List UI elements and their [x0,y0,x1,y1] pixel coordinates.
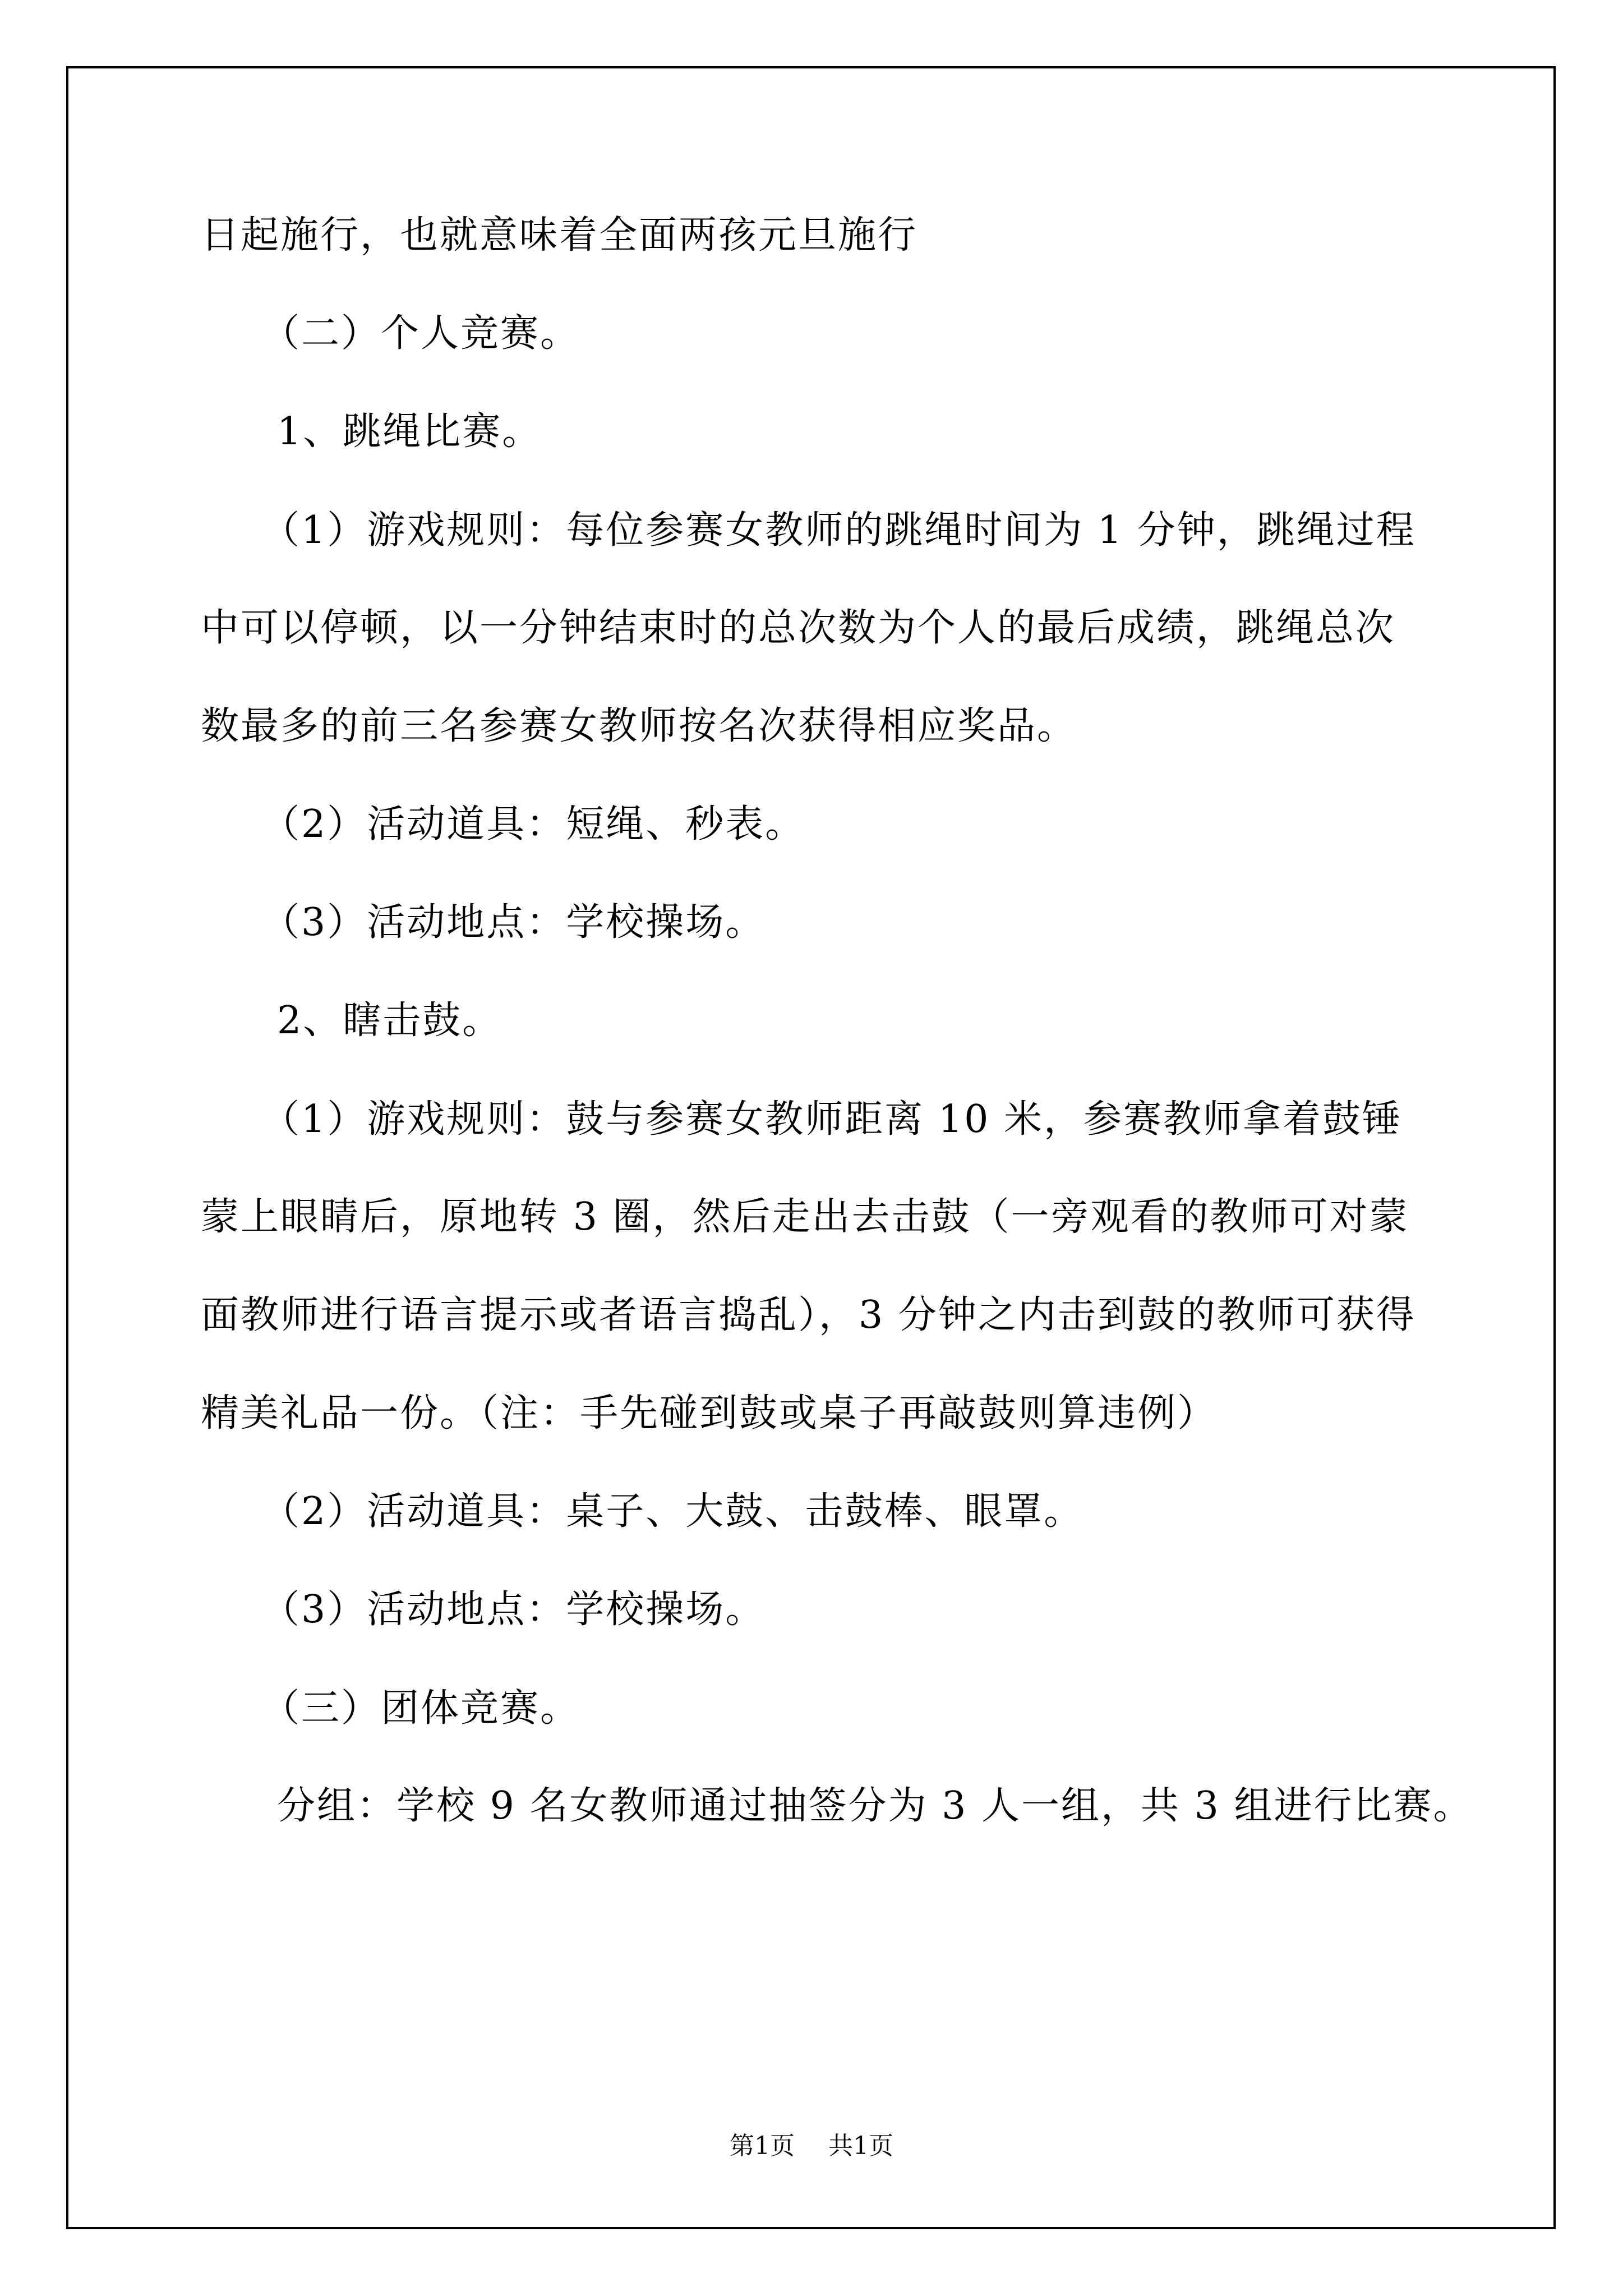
page-number: 第1页 [730,2132,795,2160]
paragraph-line: （3）活动地点：学校操场。 [261,1588,766,1632]
page-footer [0,2131,1623,2162]
paragraph-line: 数最多的前三名参赛女教师按名次获得相应奖品。 [201,704,1077,748]
paragraph-line: 蒙上眼睛后，原地转 3 圈，然后走出去击鼓（一旁观看的教师可对蒙 [201,1195,1409,1239]
item-heading: 1、跳绳比赛。 [277,409,542,454]
paragraph-line: （3）活动地点：学校操场。 [261,900,766,945]
paragraph-line: 面教师进行语言提示或者语言捣乱），3 分钟之内击到鼓的教师可获得 [201,1293,1416,1337]
paragraph-line: （1）游戏规则：鼓与参赛女教师距离 10 米，参赛教师拿着鼓锤 [261,1097,1403,1142]
paragraph-line: 精美礼品一份。（注：手先碰到鼓或桌子再敲鼓则算违例） [201,1391,1218,1435]
page-border [66,66,1556,2229]
paragraph-line: 中可以停顿，以一分钟结束时的总次数为个人的最后成绩，跳绳总次 [201,606,1396,650]
paragraph-line: （1）游戏规则：每位参赛女教师的跳绳时间为 1 分钟，跳绳过程 [261,508,1416,553]
paragraph-line: （2）活动道具：短绳、秒表。 [261,802,805,846]
paragraph-line: 分组：学校 9 名女教师通过抽签分为 3 人一组，共 3 组进行比赛。 [277,1784,1473,1828]
section-heading: （三）团体竞赛。 [261,1686,580,1731]
text-line: 日起施行，也就意味着全面两孩元旦施行 [201,213,918,257]
section-heading: （二）个人竞赛。 [261,311,580,356]
paragraph-line: （2）活动道具：桌子、大鼓、击鼓棒、眼罩。 [261,1489,1084,1534]
item-heading: 2、瞎击鼓。 [277,999,502,1043]
page-total: 共1页 [828,2132,893,2160]
